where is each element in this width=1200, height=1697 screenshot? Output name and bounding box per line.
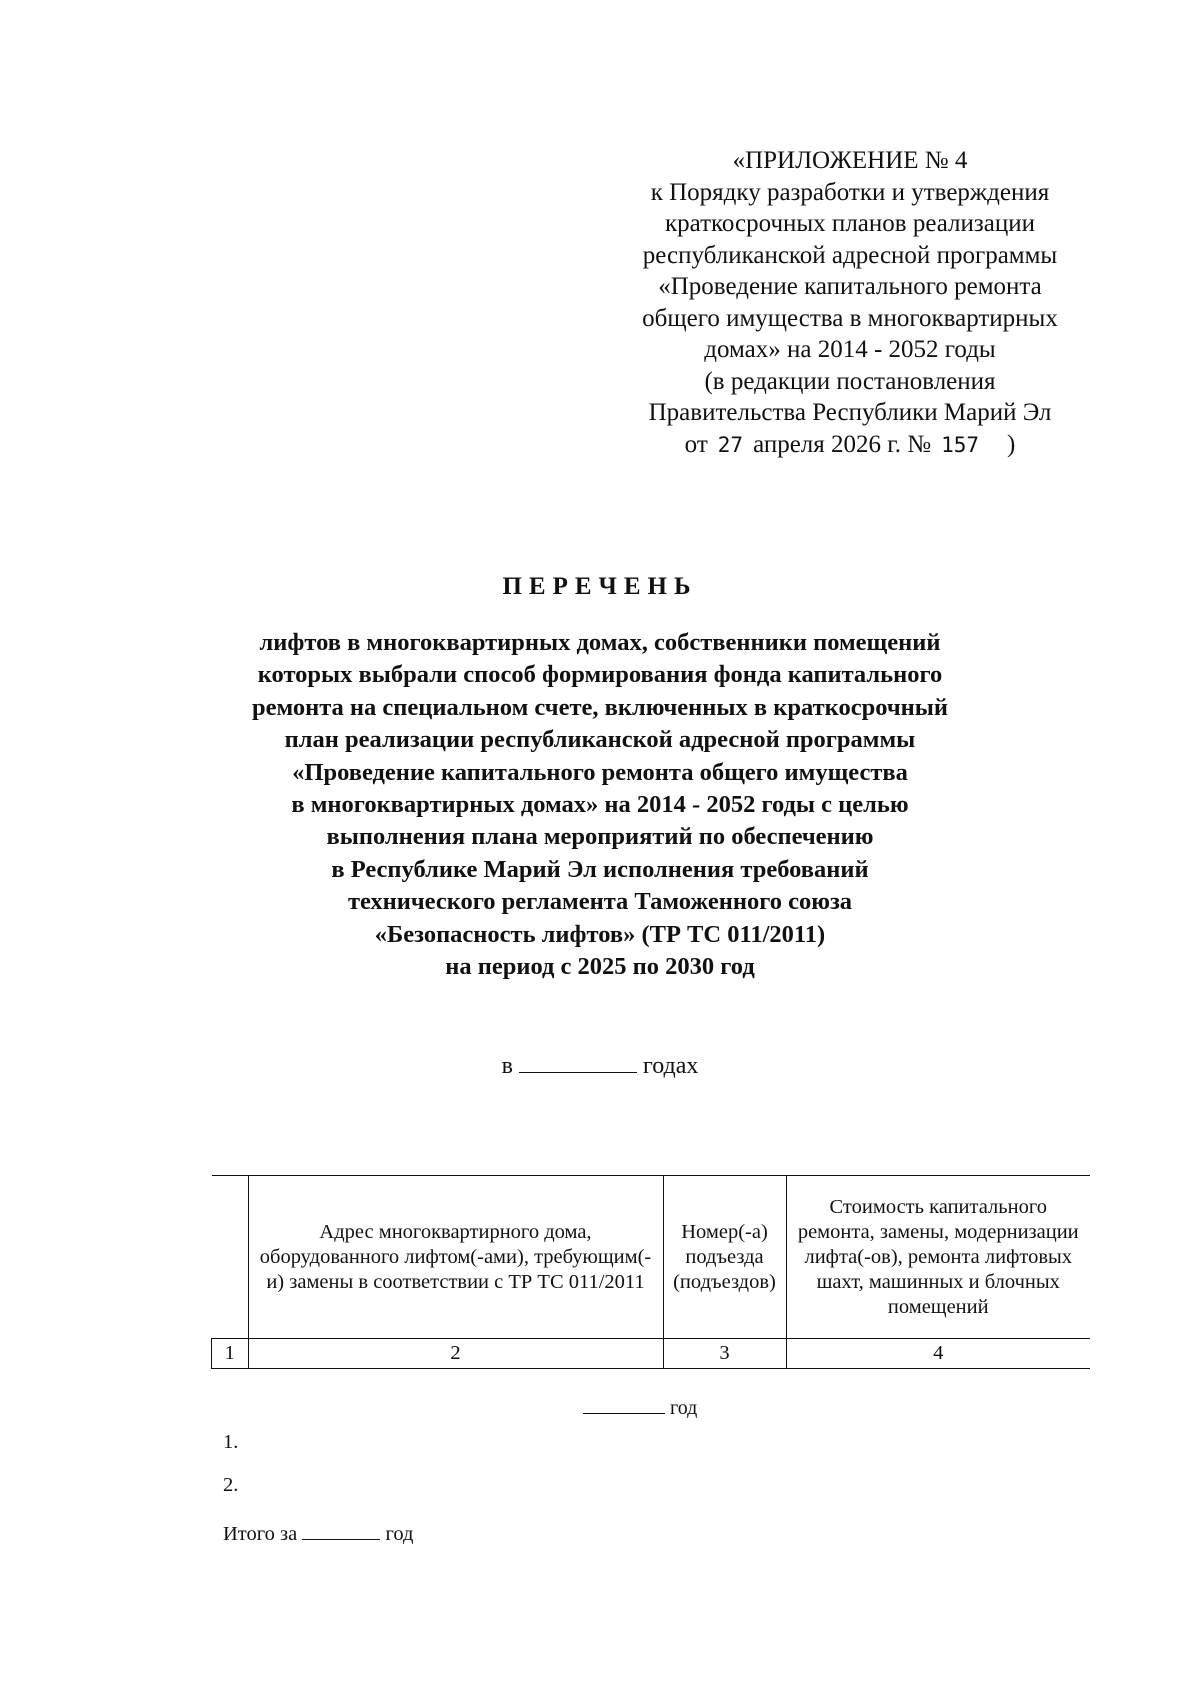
subtitle-line: «Безопасность лифтов» (ТР ТС 011/2011) xyxy=(374,920,826,948)
subtitle-line: выполнения плана мероприятий по обеспечению xyxy=(326,823,874,851)
subtitle-line: которых выбрали способ формирования фонда капитального xyxy=(257,661,943,689)
column-number: 3 xyxy=(663,1339,786,1369)
years-prefix: в xyxy=(501,1053,513,1079)
subtitle-line: лифтов в многоквартирных домах, собственники помещений xyxy=(259,629,941,656)
document-subtitle xyxy=(100,627,1100,983)
total-suffix: год xyxy=(385,1523,414,1545)
year-heading xyxy=(583,1393,697,1420)
appendix-line: общего имущества в многоквартирных xyxy=(642,304,1058,332)
total-prefix: Итого за xyxy=(223,1523,298,1545)
years-blank xyxy=(519,1052,637,1073)
appendix-line: краткосрочных планов реализации xyxy=(664,210,1036,237)
lifts-table xyxy=(211,1175,1090,1369)
document-title: ПЕРЕЧЕНЬ xyxy=(502,573,698,600)
subtitle-line: в многоквартирных домах» на 2014 - 2052 годы с целью xyxy=(291,791,909,819)
date-month-year: апреля 2026 г. № xyxy=(753,430,932,458)
year-blank xyxy=(583,1393,665,1414)
list-item: 2. xyxy=(223,1474,239,1496)
date-prefix: от xyxy=(684,430,708,458)
header-cell-cost: Стоимость капитального ремонта, замены, модернизации лифта(-ов), ремонта лифтовых шахт, машинных и блочных помещений xyxy=(786,1176,1090,1339)
list-item: 1. xyxy=(223,1431,239,1453)
appendix-line: «Проведение капитального ремонта xyxy=(658,273,1042,300)
subtitle-line: в Республике Марий Эл исполнения требований xyxy=(331,855,869,883)
column-number: 2 xyxy=(248,1339,663,1369)
total-blank xyxy=(302,1519,380,1540)
appendix-line: к Порядку разработки и утверждения xyxy=(650,178,1050,206)
column-number: 4 xyxy=(786,1339,1090,1369)
header-cell-entrance: Номер(-а) подъезда (подъездов) xyxy=(663,1176,786,1339)
table-column-numbers-row xyxy=(212,1339,1091,1369)
document-number: 157 xyxy=(941,432,980,457)
subtitle-line: «Проведение капитального ремонта общего имущества xyxy=(292,758,908,786)
years-line xyxy=(0,1052,1200,1080)
years-suffix: годах xyxy=(642,1053,699,1079)
header-cell-number xyxy=(212,1176,249,1339)
subtitle-line: план реализации республиканской адресной программы xyxy=(284,726,916,754)
appendix-date-line xyxy=(600,429,1100,462)
appendix-line: домах» на 2014 - 2052 годы xyxy=(704,336,996,363)
subtitle-line: на период с 2025 по 2030 год xyxy=(445,953,755,981)
total-line xyxy=(223,1519,413,1546)
appendix-line: (в редакции постановления xyxy=(704,367,996,395)
appendix-header xyxy=(600,145,1100,461)
date-day: 27 xyxy=(717,432,744,457)
column-number: 1 xyxy=(212,1339,249,1369)
date-suffix: ) xyxy=(1007,430,1016,458)
subtitle-line: ремонта на специальном счете, включенных в краткосрочный xyxy=(251,693,949,721)
appendix-line: «ПРИЛОЖЕНИЕ № 4 xyxy=(732,147,968,174)
appendix-line: республиканской адресной программы xyxy=(642,241,1058,269)
table-header-row xyxy=(212,1176,1091,1339)
header-cell-address: Адрес многоквартирного дома, оборудованного лифтом(-ами), требующим(-и) замены в соответствии с ТР ТС 011/2011 xyxy=(248,1176,663,1339)
appendix-line: Правительства Республики Марий Эл xyxy=(648,399,1052,426)
subtitle-line: технического регламента Таможенного союза xyxy=(347,888,853,916)
year-label: год xyxy=(670,1397,698,1419)
